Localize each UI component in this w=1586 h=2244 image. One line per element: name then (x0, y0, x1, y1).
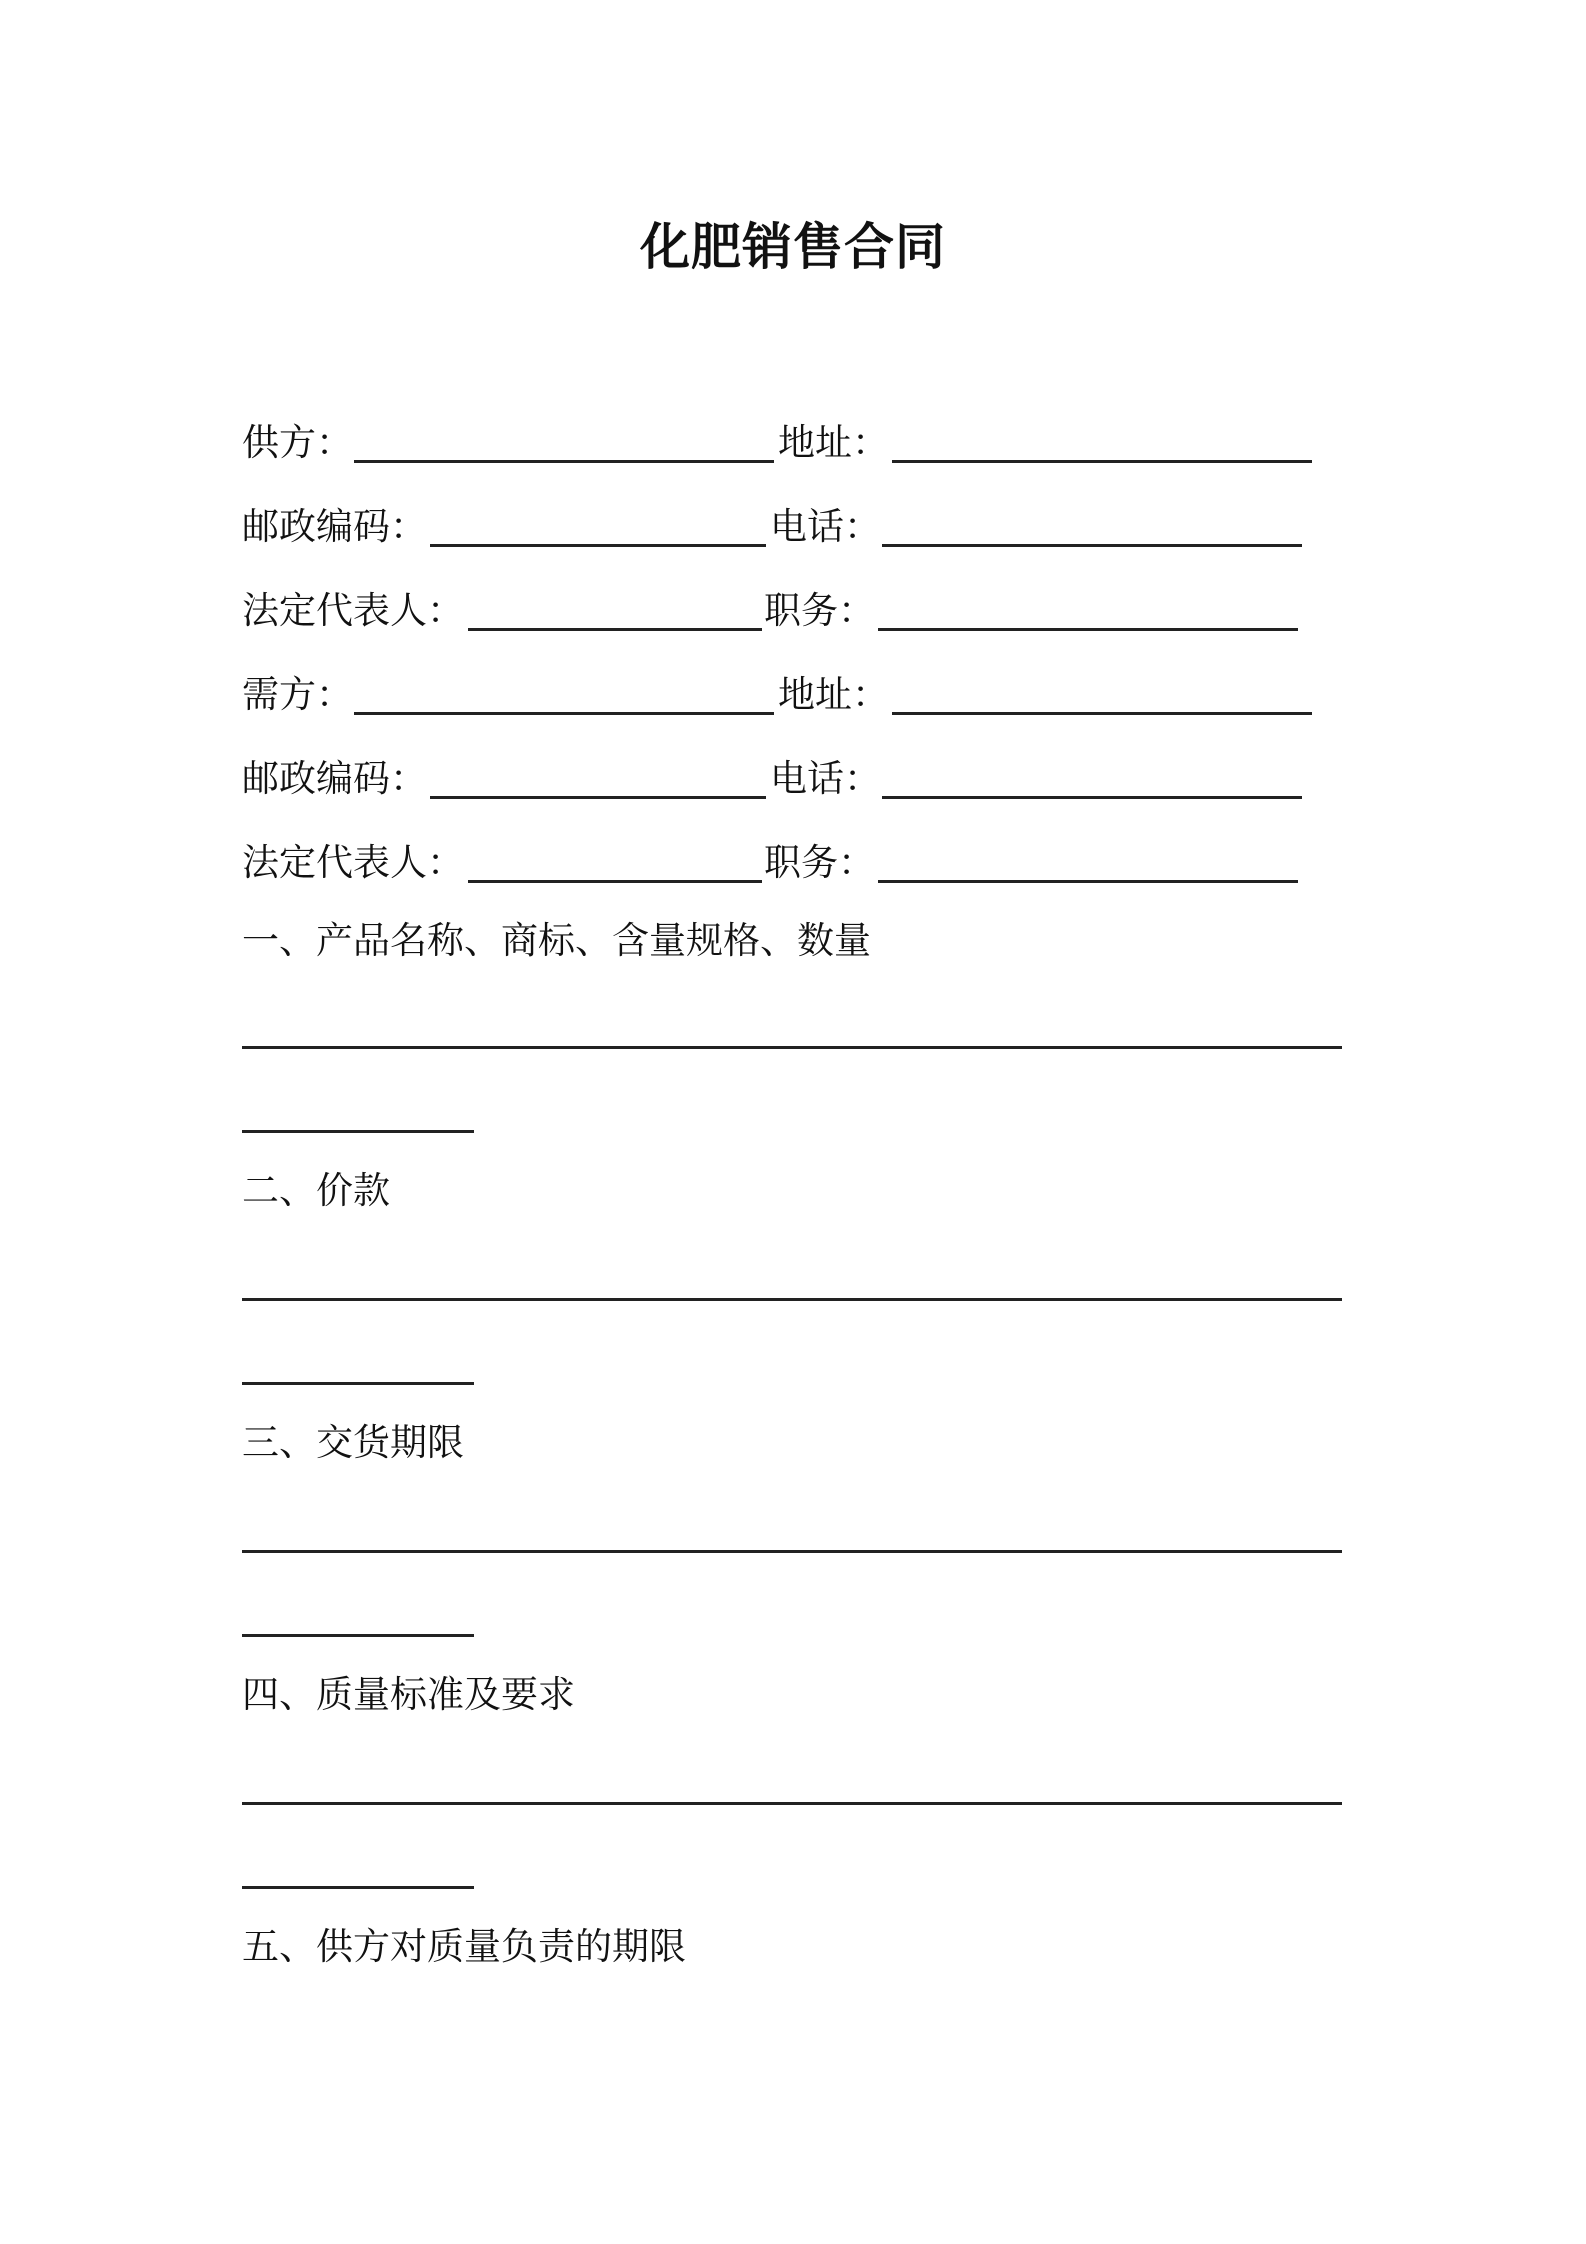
section-heading-product: 一、产品名称、商标、含量规格、数量 (242, 919, 871, 962)
supplier-rep-blank[interactable] (468, 586, 762, 631)
supplier-position-blank[interactable] (878, 586, 1298, 631)
buyer-label: 需方： (242, 673, 353, 716)
supplier-blank[interactable] (354, 418, 774, 463)
section-heading-delivery: 三、交货期限 (242, 1421, 464, 1464)
section-product-fill-line-2[interactable] (242, 1130, 474, 1133)
supplier-postal-label: 邮政编码： (242, 505, 427, 548)
section-heading-warranty: 五、供方对质量负责的期限 (242, 1925, 686, 1968)
supplier-postal-blank[interactable] (430, 502, 766, 547)
section-delivery-fill-line-1[interactable] (242, 1550, 1342, 1553)
buyer-rep-blank[interactable] (468, 838, 762, 883)
buyer-address-label: 地址： (778, 673, 889, 716)
buyer-phone-label: 电话： (770, 757, 881, 800)
section-quality-fill-line-2[interactable] (242, 1886, 474, 1889)
document-title: 化肥销售合同 (640, 218, 946, 276)
supplier-phone-blank[interactable] (882, 502, 1302, 547)
buyer-position-label: 职务： (764, 841, 875, 884)
section-price-fill-line-1[interactable] (242, 1298, 1342, 1301)
supplier-position-label: 职务： (764, 589, 875, 632)
section-heading-quality: 四、质量标准及要求 (242, 1673, 575, 1716)
buyer-phone-blank[interactable] (882, 754, 1302, 799)
section-price-fill-line-2[interactable] (242, 1382, 474, 1385)
supplier-address-label: 地址： (778, 421, 889, 464)
supplier-address-blank[interactable] (892, 418, 1312, 463)
buyer-postal-blank[interactable] (430, 754, 766, 799)
supplier-label: 供方： (242, 421, 353, 464)
section-delivery-fill-line-2[interactable] (242, 1634, 474, 1637)
supplier-phone-label: 电话： (770, 505, 881, 548)
buyer-rep-label: 法定代表人： (242, 841, 464, 884)
buyer-blank[interactable] (354, 670, 774, 715)
supplier-rep-label: 法定代表人： (242, 589, 464, 632)
section-heading-price: 二、价款 (242, 1169, 390, 1212)
section-quality-fill-line-1[interactable] (242, 1802, 1342, 1805)
buyer-postal-label: 邮政编码： (242, 757, 427, 800)
buyer-address-blank[interactable] (892, 670, 1312, 715)
section-product-fill-line-1[interactable] (242, 1046, 1342, 1049)
buyer-position-blank[interactable] (878, 838, 1298, 883)
